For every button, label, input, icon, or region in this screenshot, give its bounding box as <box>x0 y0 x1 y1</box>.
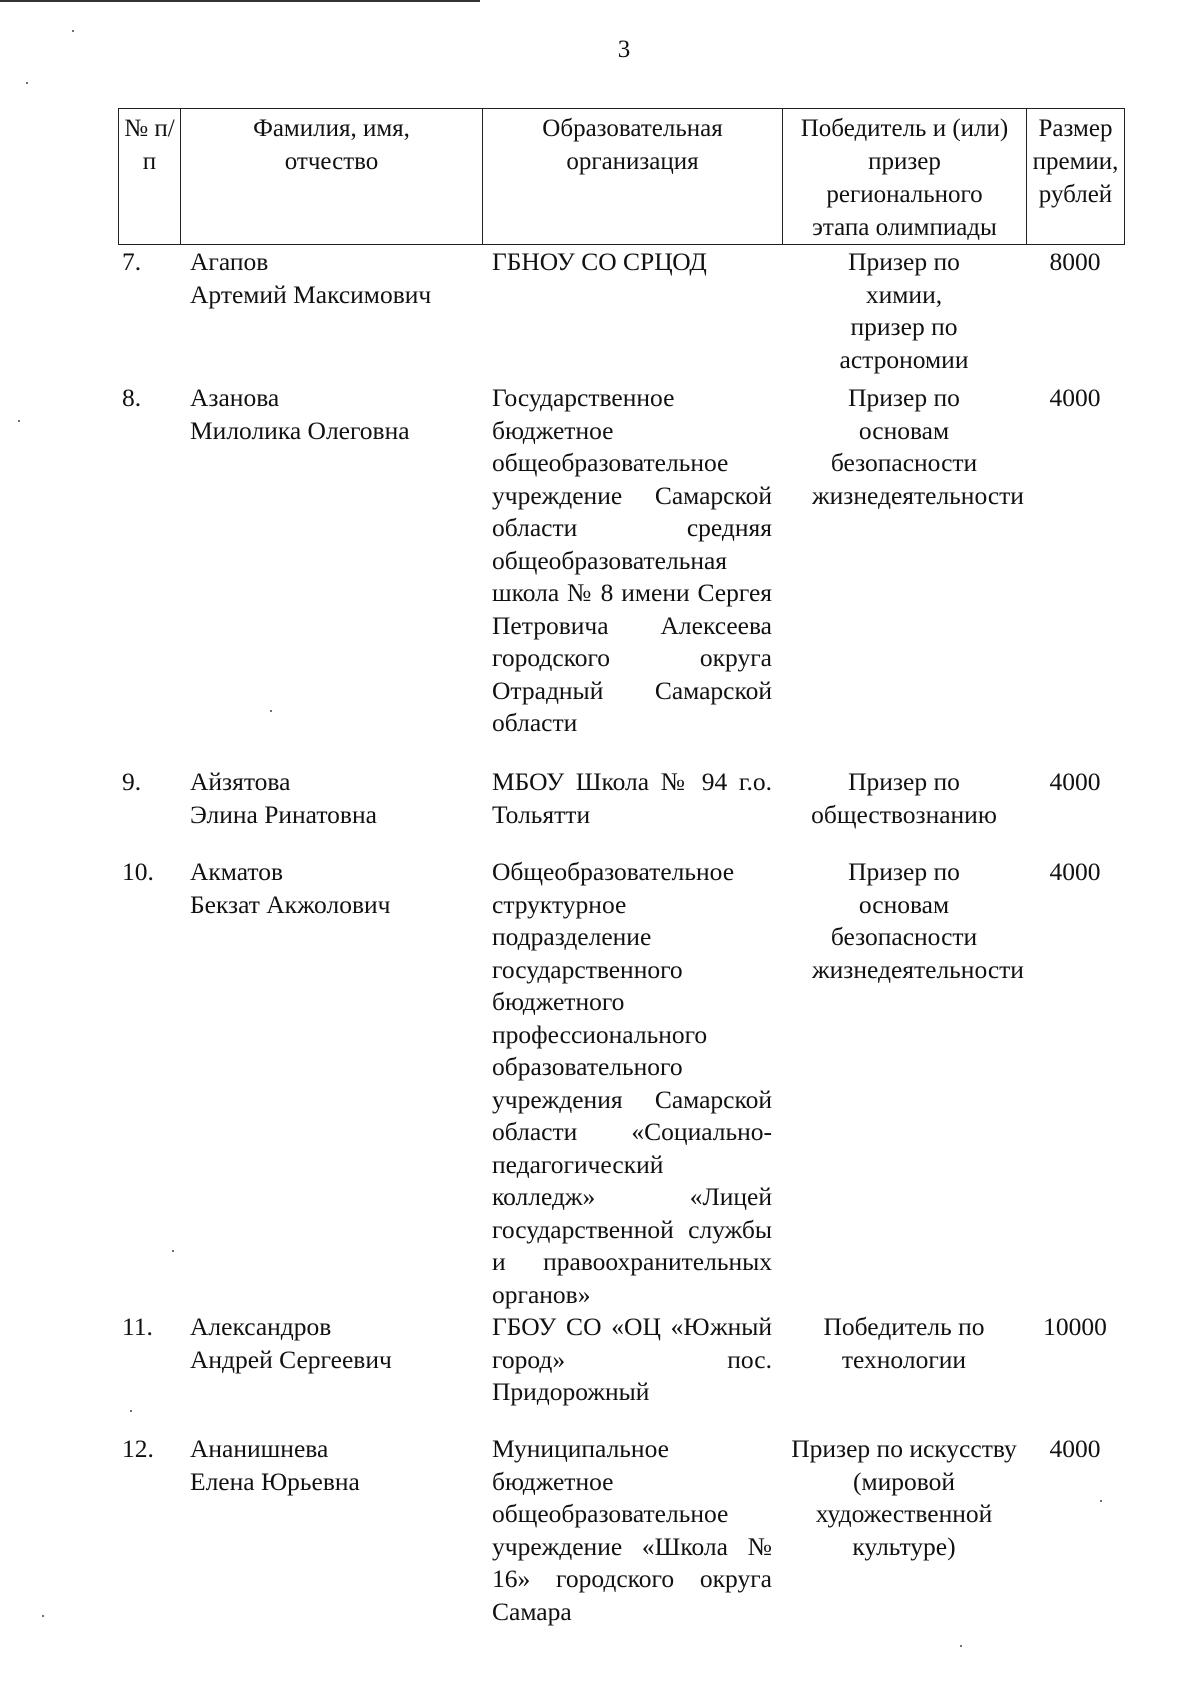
table-row <box>118 766 1124 856</box>
page-number: 3 <box>617 36 631 63</box>
prize-amount: 8000 <box>1049 247 1101 276</box>
student-given-names: Андрей Сергеевич <box>190 1344 392 1374</box>
organization: ГБНОУ СО СРЦОД <box>492 247 707 276</box>
student-name <box>180 246 482 382</box>
header-org: Образовательная организация <box>483 109 783 245</box>
award: Призер по основам безопасности жизнедеятельности <box>812 383 1024 510</box>
scan-speck <box>26 82 28 84</box>
student-surname: Азанова <box>190 383 280 412</box>
student-name <box>180 766 482 856</box>
student-given-names: Элина Ринатовна <box>190 799 377 829</box>
student-name <box>180 382 482 766</box>
table-body <box>118 246 1124 1628</box>
table-header <box>118 108 1125 245</box>
student-surname: Ананишнева <box>190 1434 329 1463</box>
prize-amount: 4000 <box>1049 857 1101 886</box>
student-surname: Акматов <box>190 857 284 886</box>
row-number: 12. <box>122 1434 154 1463</box>
scan-speck <box>172 1250 174 1252</box>
organization: Муниципальное бюджетное общеобразовательное учреждение «Школа № 16» городского округа Самара <box>492 1434 772 1626</box>
student-name <box>180 1433 482 1628</box>
student-given-names: Артемий Максимович <box>190 279 432 309</box>
row-number: 10. <box>122 857 154 886</box>
scan-top-edge <box>0 0 480 2</box>
prize-amount: 4000 <box>1049 383 1101 412</box>
award: Победитель по технологии <box>823 1312 985 1374</box>
table-row <box>118 246 1124 382</box>
organization: ГБОУ СО «ОЦ «Южный город» пос. Придорожный <box>492 1312 772 1406</box>
student-given-names: Елена Юрьевна <box>190 1466 360 1496</box>
organization: Общеобразовательное структурное подразделение государственного бюджетного профессионального образовательного учреждения Самарской области «Социально-педагогический колледж» «Лицей государственной службы и правоохранительных органов» <box>492 857 772 1309</box>
prize-amount: 4000 <box>1049 1434 1101 1463</box>
table-row <box>118 382 1124 766</box>
scan-speck <box>270 710 272 712</box>
student-name <box>180 1311 482 1433</box>
header-num: № п/п <box>119 109 181 245</box>
student-given-names: Бекзат Акжолович <box>190 889 391 919</box>
table-row <box>118 1311 1124 1433</box>
student-given-names: Милолика Олеговна <box>190 415 410 445</box>
scan-speck <box>18 420 20 422</box>
award: Призер по обществознанию <box>811 767 997 829</box>
header-prize: Размер премии, рублей <box>1027 109 1125 245</box>
student-surname: Агапов <box>190 247 269 276</box>
award: Призер по искусству (мировой художественной культуре) <box>791 1434 1017 1561</box>
row-number: 9. <box>122 767 142 796</box>
student-surname: Айзятова <box>190 767 291 796</box>
student-surname: Александров <box>190 1312 332 1341</box>
scan-speck <box>130 1410 132 1412</box>
header-award: Победитель и (или) призер регионального этапа олимпиады <box>783 109 1027 245</box>
scan-speck <box>42 1615 44 1617</box>
table-row <box>118 1433 1124 1628</box>
scan-speck <box>1100 1500 1102 1502</box>
award: Призер по химии, призер по астрономии <box>839 247 969 374</box>
organization: МБОУ Школа № 94 г.о. Тольятти <box>492 767 772 829</box>
row-number: 11. <box>122 1312 153 1341</box>
header-name: Фамилия, имя, отчество <box>181 109 483 245</box>
award: Призер по основам безопасности жизнедеятельности <box>812 857 1024 984</box>
row-number: 8. <box>122 383 142 412</box>
prize-amount: 10000 <box>1043 1312 1107 1341</box>
student-name <box>180 856 482 1311</box>
prize-amount: 4000 <box>1049 767 1101 796</box>
organization: Государственное бюджетное общеобразовательное учреждение Самарской области средняя общеобразовательная школа № 8 имени Сергея Петровича Алексеева городского округа Отрадный Самарской области <box>492 383 772 737</box>
scan-speck <box>72 30 74 32</box>
table-row <box>118 856 1124 1311</box>
scan-speck <box>960 1645 962 1647</box>
row-number: 7. <box>122 247 142 276</box>
